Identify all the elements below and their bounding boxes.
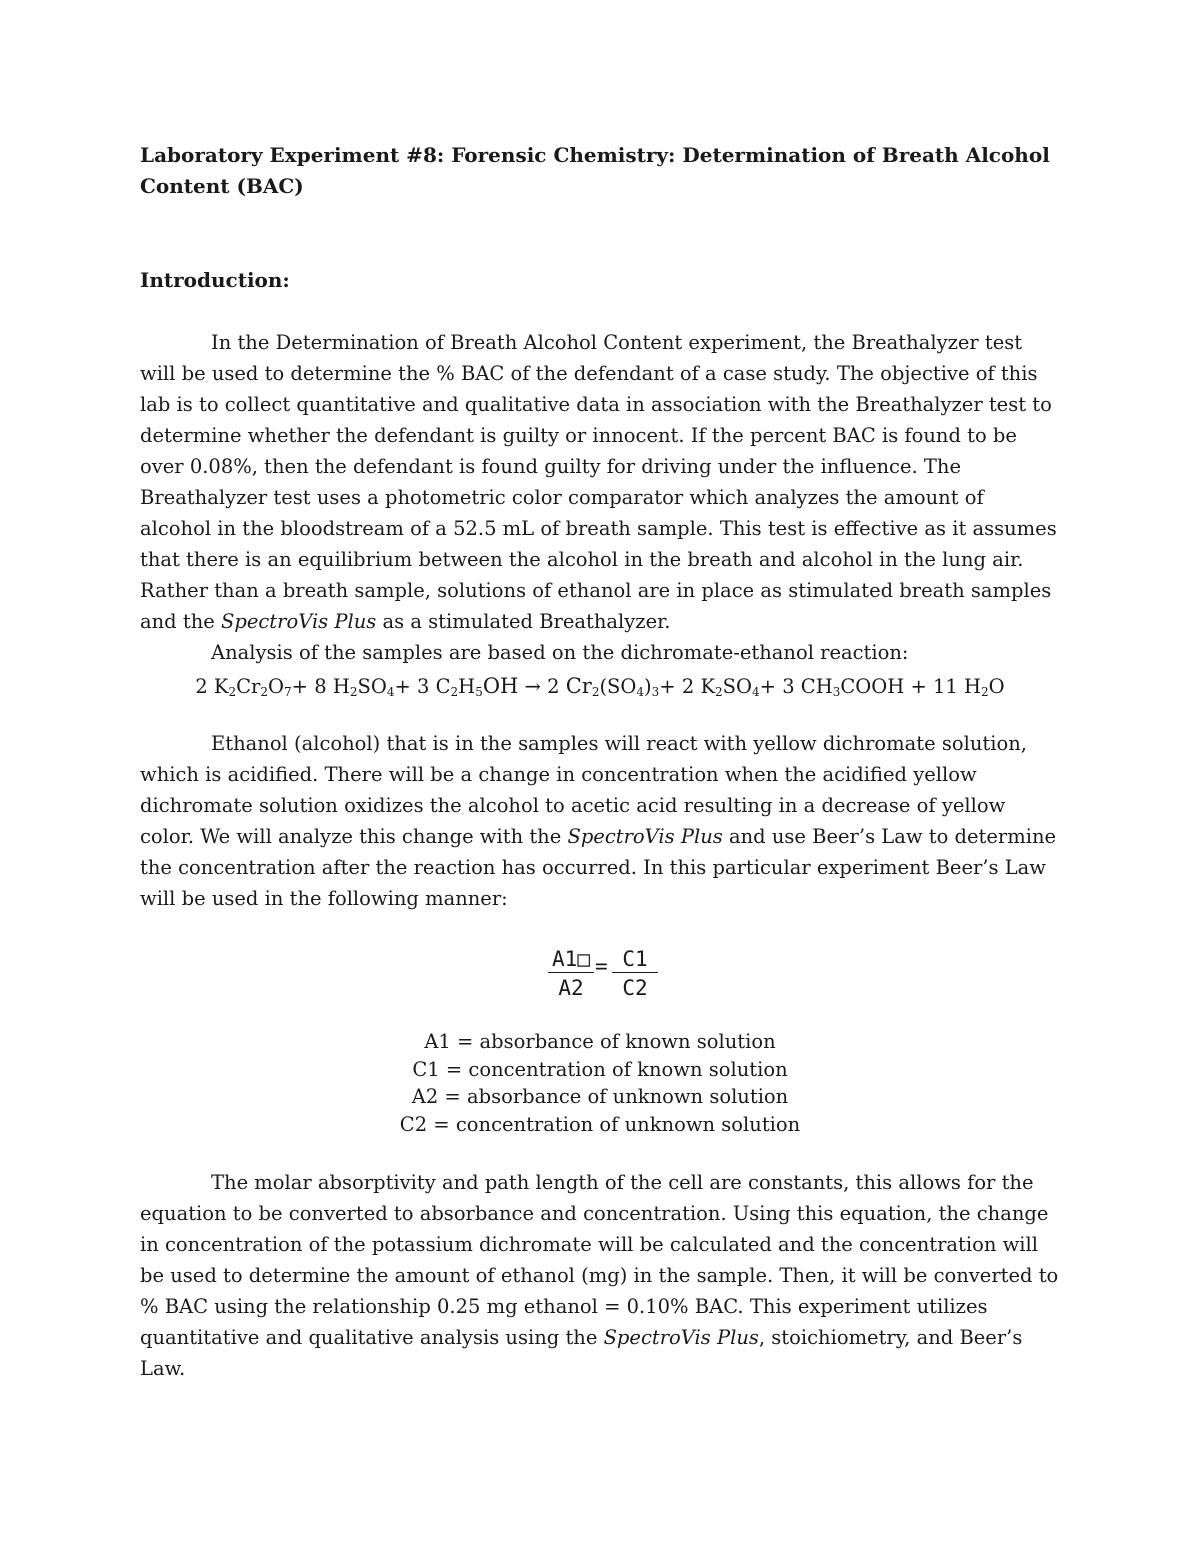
equals-sign: = xyxy=(595,954,608,978)
reaction-text: 2 K xyxy=(195,675,229,698)
reaction-subscript: 2 xyxy=(450,685,459,699)
reaction-text: OH xyxy=(482,674,519,698)
reaction-text: SO xyxy=(722,675,753,698)
reaction-text: COOH + 11 H xyxy=(840,675,982,698)
reaction-subscript: 5 xyxy=(475,685,483,699)
reaction-subscript: 4 xyxy=(752,685,760,699)
fraction-numerator: C1 xyxy=(612,946,658,973)
reaction-subscript: 2 xyxy=(349,685,358,699)
dichromate-ethanol-reaction xyxy=(140,671,1060,708)
absorbance-fraction xyxy=(548,946,594,1003)
concentration-fraction xyxy=(612,946,658,1003)
reaction-subscript: 2 xyxy=(591,685,600,699)
section-heading-introduction: Introduction: xyxy=(140,268,290,292)
reaction-subscript: 3 xyxy=(832,685,841,699)
reaction-text: O xyxy=(988,675,1005,698)
reaction-text: + 3 CH xyxy=(759,675,833,698)
reaction-text: + 3 C xyxy=(394,675,451,698)
intro-paragraph-2-part-a: Ethanol (alcohol) that is in the samples will react with yellow dichromate solution, which is acidified. There will be a change in concentration when the acidified yellow dichromate solution oxidizes the alcohol to acetic acid resulting in a decrease of yellow color. We will analyze this change with the xyxy=(140,732,1027,848)
spectrovis-plus-italic: SpectroVis Plus xyxy=(221,610,377,633)
variable-definitions xyxy=(140,1028,1060,1138)
intro-paragraph-1-part-a: In the Determination of Breath Alcohol Content experiment, the Breathalyzer test will be used to determine the % BAC of the defendant of a case study. The objective of this lab is to collect quantitative and qualitative data in association with the Breathalyzer test to determine whether the defendant is guilty or innocent. If the percent BAC is found to be over 0.08%, then the defendant is found guilty for driving under the influence. The Breathalyzer test uses a photometric color comparator which analyzes the amount of alcohol in the bloodstream of a 52.5 mL of breath sample. This test is effective as it assumes that there is an equilibrium between the alcohol in the breath and alcohol in the lung air. Rather than a breath sample, solutions of ethanol are in place as stimulated breath samples and the xyxy=(140,331,1057,633)
intro-paragraph-3-part-a: The molar absorptivity and path length of the cell are constants, this allows for the equation to be converted to absorbance and concentration. Using this equation, the change in concentration of the potassium dichromate will be calculated and the concentration will be used to determine the amount of ethanol (mg) in the sample. Then, it will be converted to % BAC using the relationship 0.25 mg ethanol = 0.10% BAC. This experiment utilizes quantitative and qualitative analysis using the xyxy=(140,1171,1059,1349)
intro-paragraph-2-part-b: and use Beer’s Law to determine the concentration after the reaction has occurred. In this particular experiment Beer’s Law will be used in the following manner: xyxy=(140,825,1057,910)
reaction-text: SO xyxy=(357,675,387,698)
fraction-denominator: A2 xyxy=(558,976,584,1000)
reaction-subscript: 2 xyxy=(260,685,269,699)
fraction-numerator: A1□ xyxy=(548,946,594,973)
reaction-subscript: 2 xyxy=(228,685,237,699)
reaction-subscript: 2 xyxy=(715,685,723,699)
reaction-text: Cr xyxy=(565,674,592,698)
reaction-subscript: 4 xyxy=(636,685,645,699)
reaction-text: ) xyxy=(644,675,652,698)
reaction-subscript: 4 xyxy=(386,685,395,699)
definition-a2: A2 = absorbance of unknown solution xyxy=(411,1085,789,1108)
reaction-text: Cr xyxy=(236,675,261,698)
beers-law-ratio-equation xyxy=(548,946,658,1010)
intro-paragraph-1 xyxy=(140,327,1060,668)
reaction-subscript: 3 xyxy=(651,685,660,699)
intro-paragraph-1-text xyxy=(140,331,1057,633)
intro-paragraph-1-part-b: as a stimulated Breathalyzer. xyxy=(376,610,671,633)
definition-c2: C2 = concentration of unknown solution xyxy=(399,1112,801,1136)
reaction-subscript: 7 xyxy=(284,685,292,699)
spectrovis-plus-italic: SpectroVis Plus xyxy=(567,825,723,848)
reaction-text: H xyxy=(458,675,476,698)
reaction-arrow: → 2 xyxy=(518,675,566,698)
definition-c1: C1 = concentration of known solution xyxy=(412,1057,788,1081)
intro-paragraph-3 xyxy=(140,1167,1060,1384)
reaction-text: O xyxy=(268,675,285,698)
intro-paragraph-1-part-c: Analysis of the samples are based on the dichromate-ethanol reaction: xyxy=(211,641,909,664)
document-title: Laboratory Experiment #8: Forensic Chemistry: Determination of Breath Alcohol Content (BAC) xyxy=(140,143,1050,198)
intro-paragraph-3-part-b: , stoichiometry, and Beer’s Law. xyxy=(140,1326,1023,1380)
reaction-text: (SO xyxy=(599,675,637,698)
reaction-text: + 8 H xyxy=(291,675,350,698)
reaction-text: + 2 K xyxy=(659,675,716,698)
fraction-denominator: C2 xyxy=(622,976,648,1000)
reaction-subscript: 2 xyxy=(981,685,989,699)
document-page xyxy=(140,140,1060,1380)
intro-paragraph-2 xyxy=(140,728,1060,914)
spectrovis-plus-italic: SpectroVis Plus xyxy=(603,1326,759,1349)
definition-a1: A1 = absorbance of known solution xyxy=(424,1030,776,1053)
